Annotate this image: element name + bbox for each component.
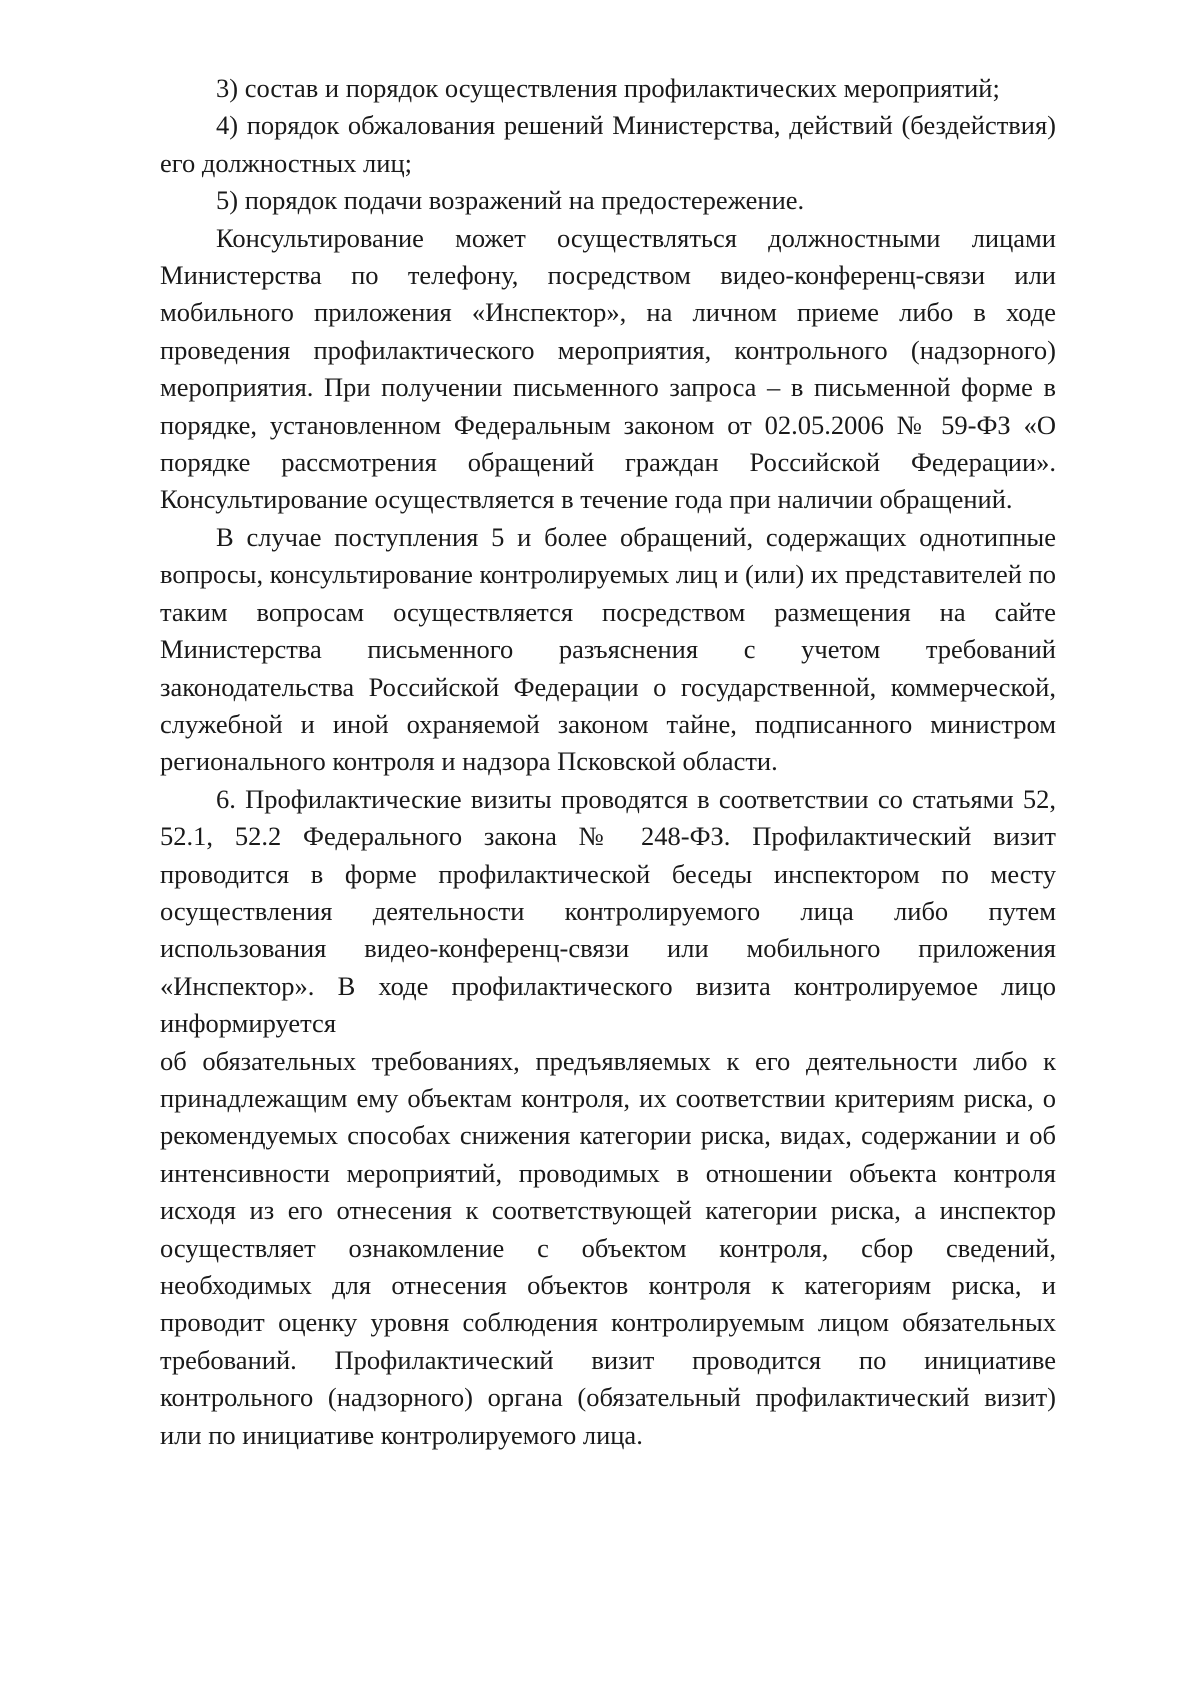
paragraph-consulting: Консультирование может осуществляться должностными лицами Министерства по телефону, посредством видео-конференц-связи или мобильного приложения «Инспектор», на личном приеме либо в ходе проведения профилактического мероприятия, контрольного (надзорного) мероприятия. При получении письменного запроса – в письменной форме в порядке, установленном Федеральным законом от 02.05.2006 № 59-ФЗ «О порядке рассмотрения обращений граждан Российской Федерации». Консультирование осуществляется в течение года при наличии обращений. [160,222,1056,515]
paragraph-preventive-visits: 6. Профилактические визиты проводятся в соответствии со статьями 52, 52.1, 52.2 Федерального закона № 248-ФЗ. Профилактический визит проводится в форме профилактической беседы инспектором по месту осуществления деятельности контролируемого лица либо путем использования видео-конференц-связи или мобильного приложения «Инспектор». В ходе профилактического визита контролируемое лицо информируется [160,783,1056,1039]
document-page [160,70,1056,1454]
paragraph-multiple-requests: В случае поступления 5 и более обращений, содержащих однотипные вопросы, консультирование контролируемых лиц и (или) их представителей по таким вопросам осуществляется посредством размещения на сайте Министерства письменного разъяснения с учетом требований законодательства Российской Федерации о государственной, коммерческой, служебной и иной охраняемой законом тайне, подписанного министром регионального контроля и надзора Псковской области. [160,521,1056,777]
paragraph-item-3: 3) состав и порядок осуществления профилактических мероприятий; [216,73,1000,103]
paragraph-visit-details: об обязательных требованиях, предъявляемых к его деятельности либо к принадлежащим ему объектам контроля, их соответствии критериям риска, о рекомендуемых способах снижения категории риска, видах, содержании и об интенсивности мероприятий, проводимых в отношении объекта контроля исходя из его отнесения к соответствующей категории риска, а инспектор осуществляет ознакомление с объектом контроля, сбор сведений, необходимых для отнесения объектов контроля к категориям риска, и проводит оценку уровня соблюдения контролируемым лицом обязательных требований. Профилактический визит проводится по инициативе контрольного (надзорного) органа (обязательный профилактический визит) или по инициативе контролируемого лица. [160,1045,1056,1450]
paragraph-item-5: 5) порядок подачи возражений на предостережение. [216,185,805,216]
paragraph-item-4: 4) порядок обжалования решений Министерства, действий (бездействия) его должностных лиц; [160,110,1056,178]
